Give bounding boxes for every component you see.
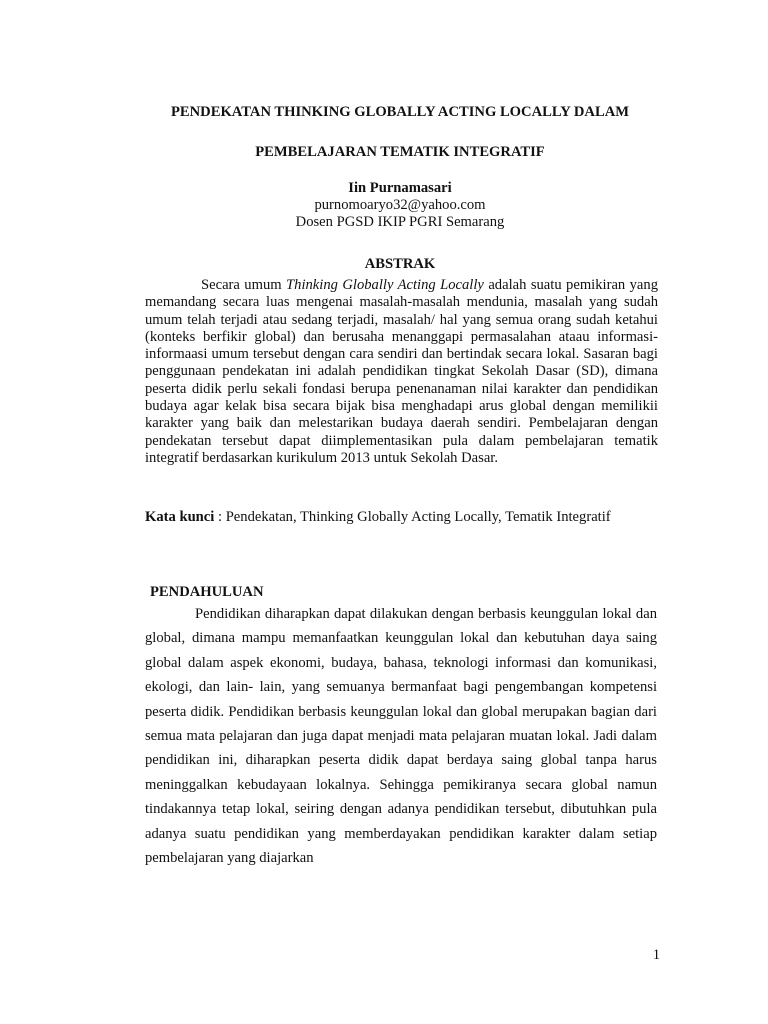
- author-name: Iin Purnamasari: [348, 180, 452, 196]
- author-email: purnomoaryo32@yahoo.com: [314, 197, 486, 213]
- author-block: [100, 180, 700, 231]
- introduction-heading: PENDAHULUAN: [150, 584, 264, 600]
- keywords-label: Kata kunci: [145, 509, 215, 525]
- abstract-text: adalah suatu pemikiran yang memandang secara luas mengenai masalah-masalah mendunia, masalah yang sudah umum telah terjadi atau sedang terjadi, masalah/ hal yang semua orang sudah ketahui (konteks berfikir global) dan berusaha menanggapi permasalahan ataau informasi-informaasi umum tersebut dengan cara sendiri dan bertindak secara lokal. Sasaran bagi penggunaan pendekatan ini adalah pendidikan tingkat Sekolah Dasar (SD), dimana peserta didik perlu sekali fondasi berupa penenanaman nilai karakter dan pendidikan budaya agar kelak bisa secara bijak bisa menghadapi arus global dengan memilikii karakter yang baik dan melestarikan budaya daerah sendiri. Pembelajaran dengan pendekatan tersebut dapat diimplementasikan pula dalam pembelajaran tematik integratif berdasarkan kurikulum 2013 untuk Sekolah Dasar.: [145, 277, 659, 466]
- abstract-paragraph: [145, 277, 658, 467]
- author-affiliation: Dosen PGSD IKIP PGRI Semarang: [295, 214, 505, 230]
- title-line-2: PEMBELAJARAN TEMATIK INTEGRATIF: [255, 144, 545, 160]
- abstract-lead: Secara umum: [201, 277, 287, 293]
- introduction-text: Pendidikan diharapkan dapat dilakukan dengan berbasis keunggulan lokal dan global, dimana mampu memanfaatkan keunggulan lokal dan kebutuhan daya saing global dalam aspek ekonomi, budaya, bahasa, teknologi informasi dan komunikasi, ekologi, dan lain- lain, yang semuanya bermanfaat bagi pengembangan kompetensi peserta didik. Pendidikan berbasis keunggulan lokal dan global merupakan bagian dari semua mata pelajaran dan juga dapat menjadi mata pelajaran muatan lokal. Jadi dalam pendidikan ini, diharapkan peserta didik dapat berdaya saing global tanpa harus meninggalkan kebudayaan lokalnya. Sehingga pemikiranya secara global namun tindakannya tetap lokal, seiring dengan adanya pendidikan tersebut, dibutuhkan pula adanya suatu pendidikan yang memberdayakan pendidikan karakter dalam setiap pembelajaran yang diajarkan: [145, 606, 657, 867]
- title-line-1: PENDEKATAN THINKING GLOBALLY ACTING LOCALLY DALAM: [170, 104, 630, 120]
- keywords-text: : Pendekatan, Thinking Globally Acting Locally, Tematik Integratif: [214, 509, 611, 525]
- page-number: 1: [652, 947, 660, 963]
- abstract-heading: ABSTRAK: [364, 256, 436, 272]
- abstract-italic-term: Thinking Globally Acting Locally: [286, 277, 484, 293]
- introduction-paragraph: [145, 602, 657, 870]
- keywords-line: [145, 508, 685, 526]
